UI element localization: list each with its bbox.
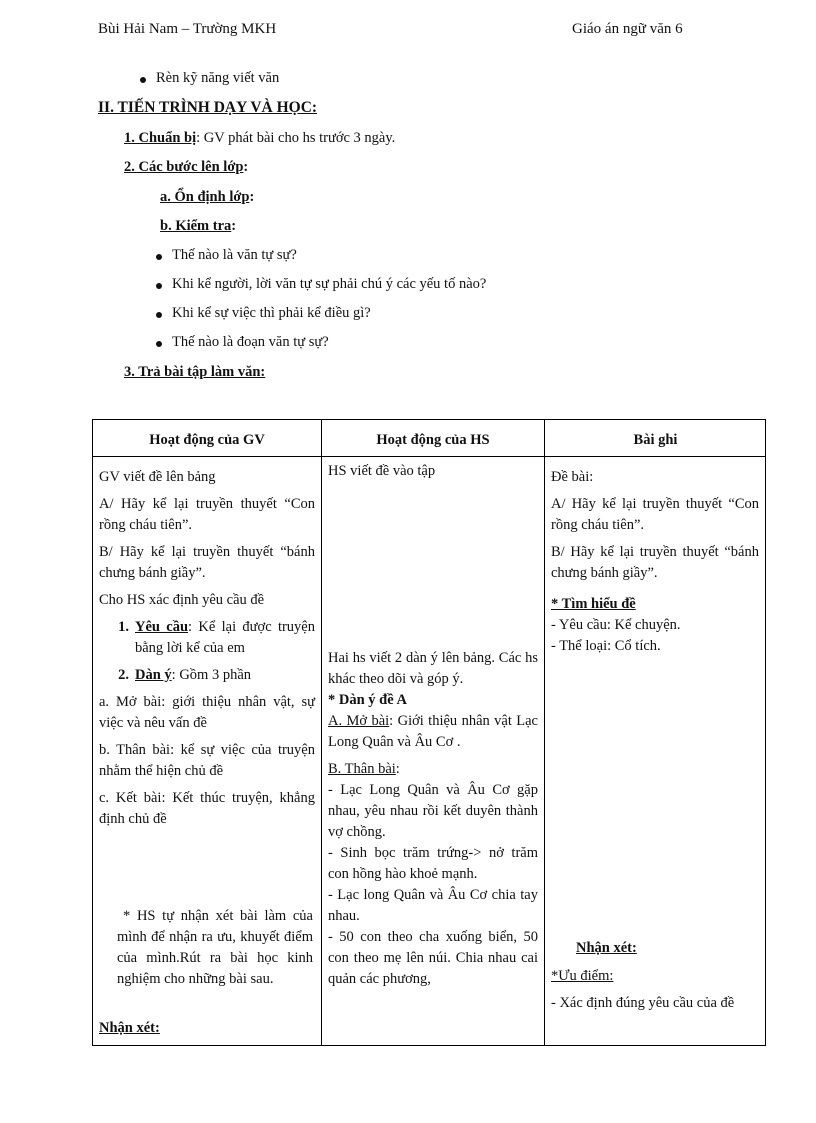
hs-p2: Hai hs viết 2 dàn ý lên bảng. Các hs khác theo dõi và góp ý.: [328, 650, 538, 687]
lesson-table: [92, 419, 766, 1046]
step-2-label: 2. Các bước lên lớp: [124, 159, 244, 175]
step-3: 3. Trả bài tập làm văn:: [124, 364, 266, 380]
step-2a-label: a. Ổn định lớp: [160, 189, 250, 205]
hs-than-bai: [328, 759, 538, 780]
bg-column: [551, 467, 759, 657]
hs-mo-bai: [328, 711, 538, 753]
gv-yc-num: 1.: [118, 619, 129, 635]
header-bai-ghi: Bài ghi: [633, 432, 678, 448]
gv-nhan-xet: Nhận xét:: [99, 1020, 160, 1036]
step-2a-text: :: [249, 189, 255, 205]
gv-yeu-cau: [99, 617, 315, 659]
gv-yc-label: Yêu cầu: [135, 619, 189, 635]
hs-dan-y: * Dàn ý đề A: [328, 692, 407, 708]
header-gv: Hoạt động của GV: [149, 432, 265, 448]
step-2b-text: :: [231, 218, 237, 234]
step-1-label: 1. Chuẩn bị: [124, 130, 197, 146]
hs-l3: - Lạc long Quân và Âu Cơ chia tay nhau.: [328, 887, 538, 924]
bg-uu-diem: *Ưu điểm:: [551, 968, 614, 984]
gv-p1: GV viết đề lên bảng: [99, 469, 216, 485]
bg-lower: [551, 966, 759, 1014]
hs-l2: - Sinh bọc trăm trứng-> nở trăm con hồng hào khoẻ mạnh.: [328, 845, 538, 882]
section-title: II. TIẾN TRÌNH DẠY VÀ HỌC:: [98, 99, 318, 116]
step-1-text: : GV phát bài cho hs trước 3 ngày.: [196, 130, 396, 146]
bg-p0: Đề bài:: [551, 469, 594, 485]
hs-tb-label: B. Thân bài: [328, 761, 396, 777]
bg-tl: - Thể loại: Cổ tích.: [551, 638, 661, 654]
step-2a: [160, 189, 254, 206]
gv-dan-y: [99, 665, 315, 686]
hs-column: [328, 648, 538, 990]
gv-dy-num: 2.: [118, 667, 129, 683]
question-3: Khi kể sự việc thì phải kể điều gì?: [172, 305, 371, 321]
bg-tim-hieu: * Tìm hiểu đề: [551, 596, 636, 612]
gv-p2: A/ Hãy kể lại truyền thuyết “Con rồng cháu tiên”.: [99, 496, 315, 533]
gv-dy-label: Dàn ý: [135, 667, 172, 683]
hs-tb-text: :: [395, 761, 400, 777]
bg-p1: A/ Hãy kể lại truyền thuyết “Con rồng cháu tiên”.: [551, 496, 759, 533]
gv-column: [99, 467, 315, 830]
gv-dy-text: : Gồm 3 phần: [171, 667, 252, 683]
step-2: [124, 159, 248, 176]
hs-l4: - 50 con theo cha xuống biển, 50 con theo mẹ lên núi. Chia nhau cai quản các phương,: [328, 929, 538, 987]
gv-pa: a. Mở bài: giới thiệu nhân vật, sự việc và nêu vấn đề: [99, 694, 315, 731]
question-2: Khi kể người, lời văn tự sự phải chú ý các yếu tố nào?: [172, 276, 487, 292]
hs-mb-label: A. Mở bài: [328, 713, 390, 729]
gv-hs-note: * HS tự nhận xét bài làm của mình để nhận ra ưu, khuyết điểm của mình.Rút ra bài học kinh nghiệm cho những bài sau.: [117, 908, 313, 987]
step-2-text: :: [243, 159, 249, 175]
bg-nhan-xet: Nhận xét:: [576, 940, 637, 956]
gv-p3: B/ Hãy kể lại truyền thuyết “bánh chưng bánh giầy”.: [99, 544, 315, 581]
header-hs: Hoạt động của HS: [376, 432, 490, 448]
intro-bullet: Rèn kỹ năng viết văn: [156, 70, 280, 86]
gv-yc-text: : Kể lại được truyện bằng lời kể của em: [135, 619, 315, 656]
header-divider: [93, 456, 765, 457]
question-1: Thế nào là văn tự sự?: [172, 247, 297, 263]
gv-p4: Cho HS xác định yêu cầu đề: [99, 592, 265, 608]
bg-p2: B/ Hãy kể lại truyền thuyết “bánh chưng bánh giầy”.: [551, 544, 759, 581]
hs-p1: HS viết đề vào tập: [328, 463, 436, 479]
gv-pb: b. Thân bài: kể sự việc của truyện nhằm thể hiện chủ đề: [99, 742, 315, 779]
bg-yc: - Yêu cầu: Kể chuyện.: [551, 617, 681, 633]
question-4: Thế nào là đoạn văn tự sự?: [172, 334, 329, 350]
step-2b: [160, 218, 236, 235]
hs-l1: - Lạc Long Quân và Âu Cơ gặp nhau, yêu nhau rồi kết duyên thành vợ chồng.: [328, 782, 538, 840]
bg-xd: - Xác định đúng yêu cầu của đề: [551, 995, 735, 1011]
hs-mb-text: : Giới thiệu nhân vật Lạc Long Quân và Âu Cơ .: [328, 713, 538, 750]
gv-pc: c. Kết bài: Kết thúc truyện, khẳng định chủ đề: [99, 790, 315, 827]
step-1: [124, 130, 395, 147]
header-right: Giáo án ngữ văn 6: [572, 21, 683, 37]
col-divider-2: [544, 420, 545, 1045]
col-divider-1: [321, 420, 322, 1045]
header-left: Bùi Hải Nam – Trường MKH: [98, 21, 277, 37]
step-2b-label: b. Kiểm tra: [160, 218, 232, 234]
